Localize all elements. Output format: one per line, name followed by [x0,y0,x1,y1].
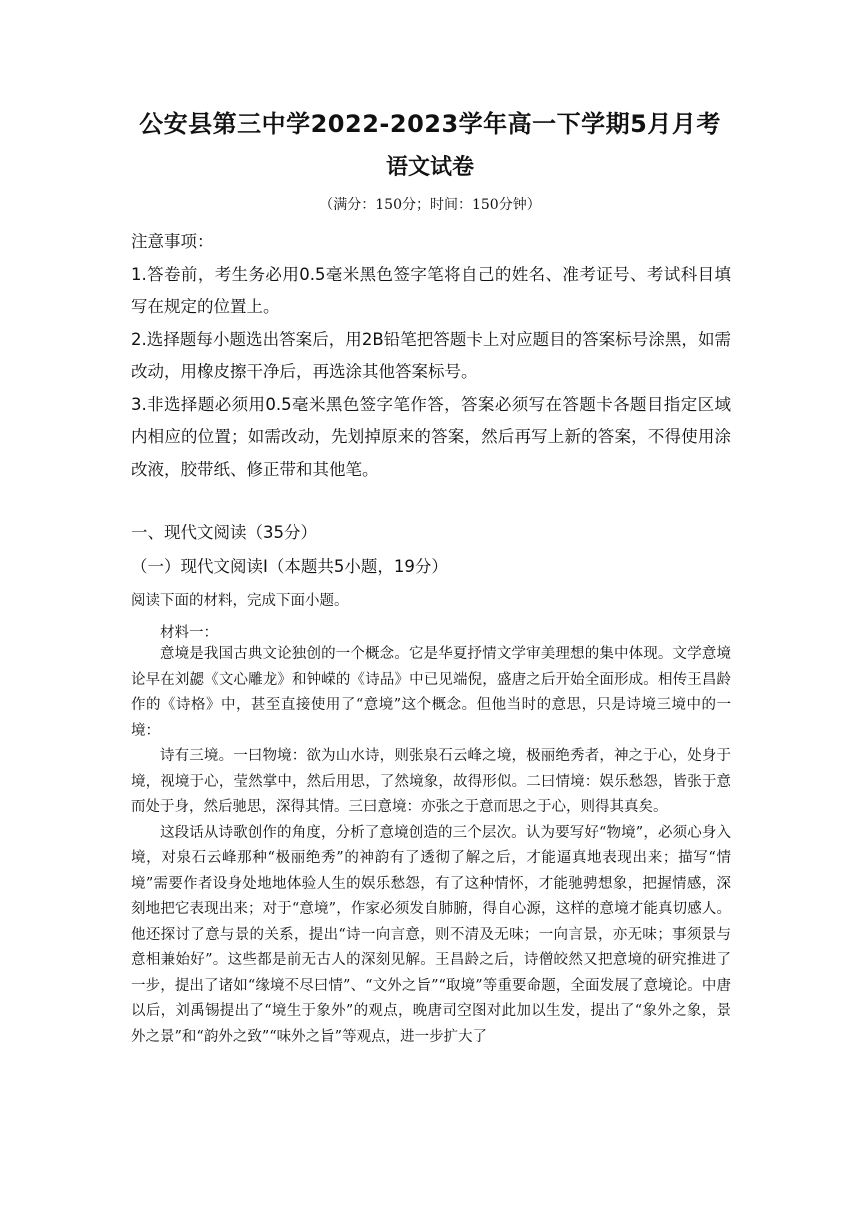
material-body [131,642,731,1050]
notes-heading: 注意事项： [131,232,214,251]
notes-item: 2.选择题每小题选出答案后，用2B铅笔把答题卡上对应题目的答案标号涂黑，如需改动，用橡皮擦干净后，再选涂其他答案标号。 [131,329,731,381]
exam-subject: 语文试卷 [385,155,474,180]
notes-item: 3.非选择题必须用0.5毫米黑色签字笔作答，答案必须写在答题卡各题目指定区域内相应的位置；如需改动，先划掉原来的答案，然后再写上新的答案，不得使用涂改液，胶带纸、修正带和其他笔。 [131,394,731,479]
exam-meta: （满分：150分；时间：150分钟） [319,197,541,213]
material-label: 材料一： [160,625,218,641]
paragraph: 意境是我国古典文论独创的一个概念。它是华夏抒情文学审美理想的集中体现。文学意境论早在刘勰《文心雕龙》和钟嵘的《诗品》中已见端倪，盛唐之后开始全面形成。相传王昌龄作的《诗格》中，甚至直接使用了“意境”这个概念。但他当时的意思，只是诗境三境中的一境： [131,646,731,739]
notes-item: 1.答卷前，考生务必用0.5毫米黑色签字笔将自己的姓名、准考证号、考试科目填写在规定的位置上。 [131,264,731,316]
paragraph: 这段话从诗歌创作的角度，分析了意境创造的三个层次。认为要写好“物境”，必须心身入境，对泉石云峰那种“极丽绝秀”的神韵有了透彻了解之后，才能逼真地表现出来；描写“情境”需要作者设身处地地体验人生的娱乐愁怨，有了这种情怀，才能驰骋想象，把握情感，深刻地把它表现出来；对于“意境”，作家必须发自肺腑，得自心源，这样的意境才能真切感人。他还探讨了意与景的关系，提出“诗一向言意，则不清及无味；一向言景，亦无味；事须景与意相兼始好”。这些都是前无古人的深刻见解。王昌龄之后，诗僧皎然又把意境的研究推进了一步，提出了诸如“缘境不尽曰情”、“文外之旨”“取境”等重要命题，全面发展了意境论。中唐以后，刘禹锡提出了“境生于象外”的观点，晚唐司空图对此加以生发，提出了“象外之象，景外之景”和“韵外之致”“味外之旨”等观点，进一步扩大了 [131,824,731,1045]
reading-instruction: 阅读下面的材料，完成下面小题。 [131,593,349,609]
exam-title: 公安县第三中学2022-2023学年高一下学期5月月考 [139,110,721,138]
section-heading: 一、现代文阅读（35分） [131,523,317,542]
quote-paragraph: 诗有三境。一曰物境：欲为山水诗，则张泉石云峰之境，极丽绝秀者，神之于心，处身于境，视境于心，莹然掌中，然后用思，了然境象，故得形似。二曰情境：娱乐愁怨，皆张于意而处于身，然后驰思，深得其情。三曰意境：亦张之于意而思之于心，则得其真矣。 [131,748,731,815]
notes-block [131,226,731,486]
subsection-heading: （一）现代文阅读Ⅰ（本题共5小题，19分） [131,557,448,576]
